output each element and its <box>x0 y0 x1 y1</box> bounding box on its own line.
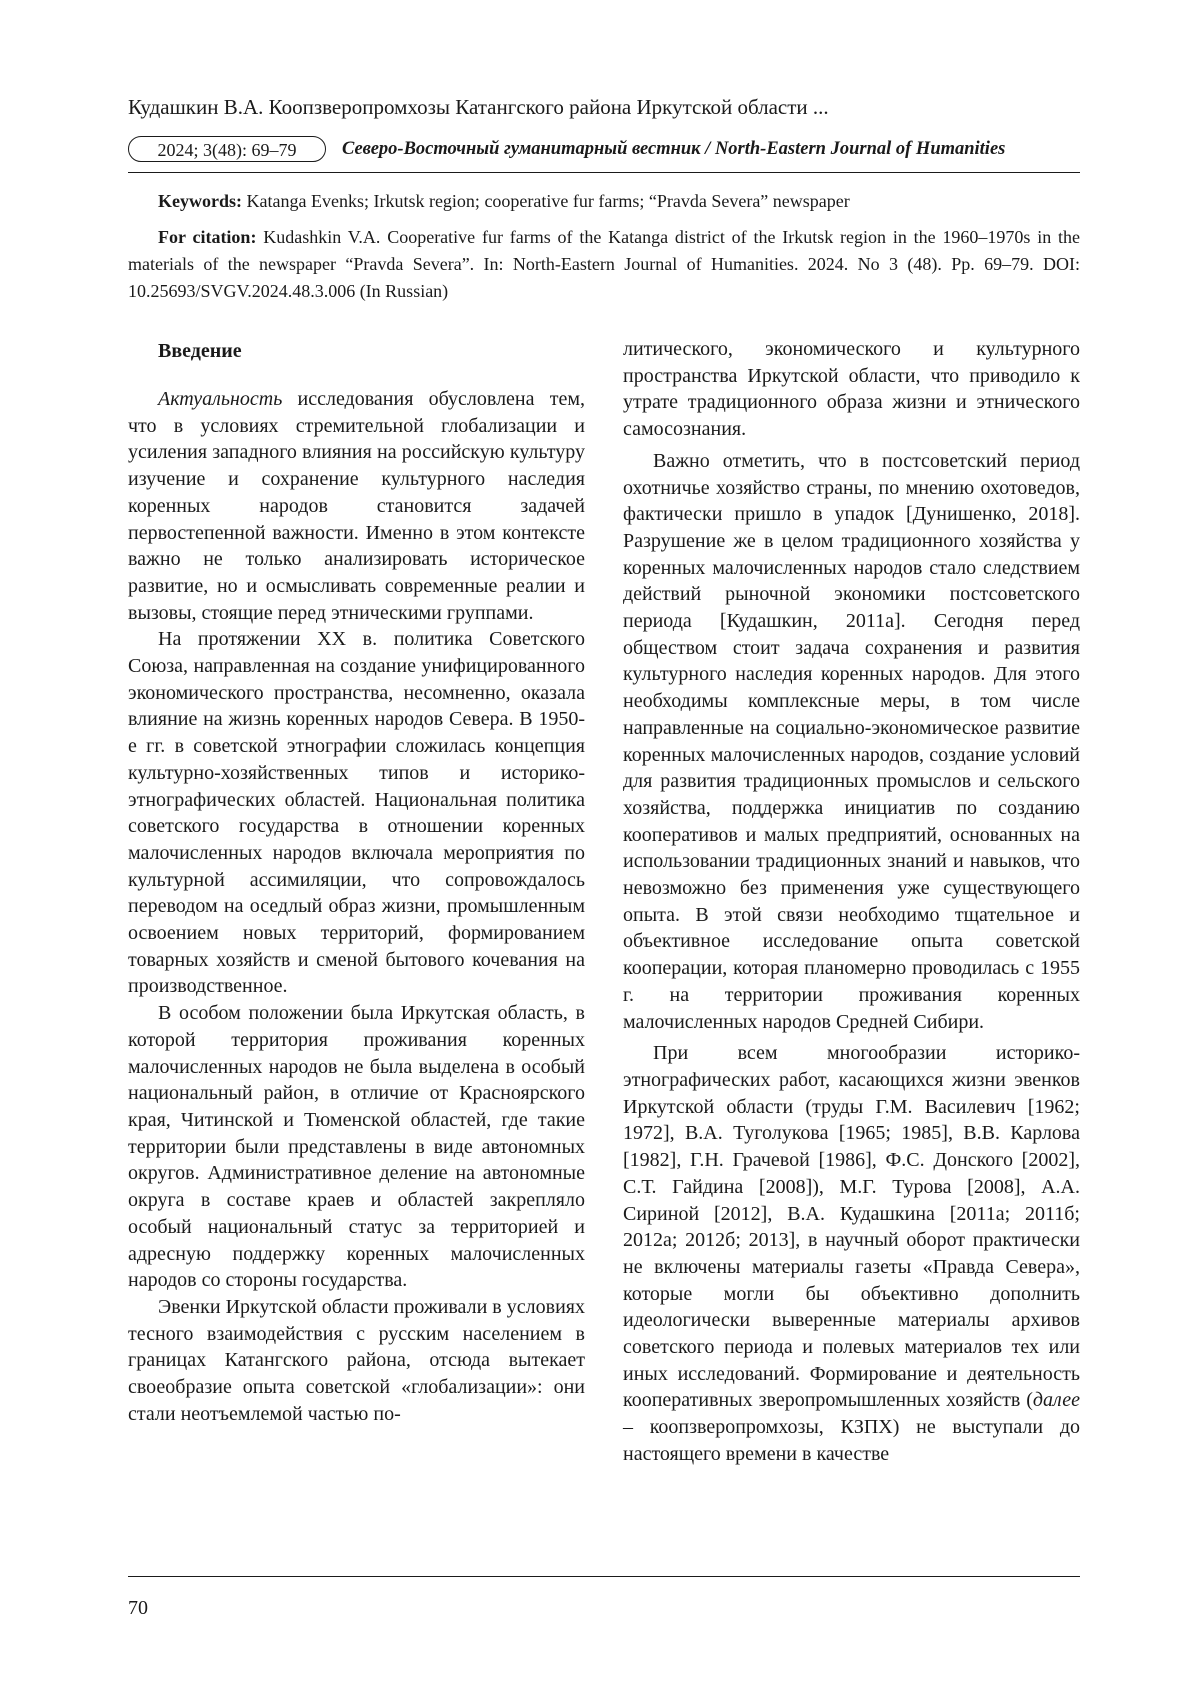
header-rule <box>128 172 1080 173</box>
section-title: Введение <box>158 340 242 362</box>
paragraph: Важно отметить, что в постсоветский период охотничье хозяйство страны, по мнению охотоведов, фактически пришло в упадок [Дунишенко, 2018]. Разрушение же в целом традиционного хозяйства у коренных малочисленных народов стало следствием действий рыночной экономики постсоветского периода [Кудашкин, 2011а]. Сегодня перед обществом стоит задача сохранения и развития культурного наследия коренных народов. Для этого необходимы комплексные меры, в том числе направленные на социально-экономическое развитие коренных малочисленных народов, создание условий для развития традиционных промыслов и сельского хозяйства, поддержка инициатив по созданию кооперативов и малых предприятий, основанных на использовании традиционных знаний и навыков, что невозможно без применения уже существующего опыта. В этой связи необходимо тщательное и объективное исследование опыта советской кооперации, которая планомерно проводилась с 1955 г. на территории проживания коренных малочисленных народов Средней Сибири. <box>623 449 1080 1033</box>
keywords-text: Katanga Evenks; Irkutsk region; cooperative fur farms; “Pravda Severa” newspaper <box>242 191 850 211</box>
journal-line <box>128 136 1080 166</box>
paragraph: литического, экономического и культурного пространства Иркутской области, что приводило к утрате традиционного образа жизни и этнического самосознания. <box>623 338 1080 441</box>
page-number: 70 <box>128 1597 148 1619</box>
left-column <box>128 336 585 1427</box>
paragraph: При всем многообразии историко-этнографических работ, касающихся жизни эвенков Иркутской области (труды Г.М. Василевич [1962; 1972], В.А. Туголукова [1965; 1985], В.В. Карлова [1982], Г.Н. Грачевой [1986], Ф.С. Донского [2002], С.Т. Гайдина [2008]), М.Г. Турова [2008], А.А. Сириной [2012], В.А. Кудашкина [2011а; 2011б; 2012а; 2012б; 2013], в научный оборот практически не включены материалы газеты «Правда Севера», которые могли бы объективно дополнить идеологически выверенные материалы архивов советского периода и полевых материалов тех или иных исследований. Формирование и деятельность кооперативных зверопромышленных хозяйств (далее – коопзверопромхозы, КЗПХ) не выступали до настоящего времени в качестве <box>623 1042 1080 1465</box>
footer-rule <box>128 1576 1080 1577</box>
keywords-label: Keywords: <box>158 191 242 211</box>
paragraph: На протяжении XX в. политика Советского Союза, направленная на создание унифицированного экономического пространства, несомненно, оказала влияние на жизнь коренных народов Севера. В 1950-е гг. в советской этнографии сложилась концепция культурно-хозяйственных типов и историко-этнографических областей. Национальная политика советского государства в отношении коренных малочисленных народов включала мероприятия по культурной ассимиляции, что сопровождалось переводом на оседлый образ жизни, промышленным освоением новых территорий, формированием товарных хозяйств и сменой бытового кочевания на производственное. <box>128 628 585 998</box>
citation-label: For citation: <box>158 227 257 247</box>
running-head: Кудашкин В.А. Коопзверопромхозы Катангского района Иркутской области ... <box>128 95 829 119</box>
emphasis: Актуальность <box>158 388 283 410</box>
paragraph: Эвенки Иркутской области проживали в условиях тесного взаимодействия с русским населением в границах Катангского района, отсюда вытекает своеобразие опыта советской «глобализации»: они стали неотъемлемой частью по- <box>128 1295 585 1425</box>
citation-text: Kudashkin V.A. Cooperative fur farms of the Katanga district of the Irkutsk region in the 1960–1970s in the materials of the newspaper “Pravda Severa”. In: North-Eastern Journal of Humanities. 2024. No 3 (48). Pp. 69–79. DOI: 10.25693/SVGV.2024.48.3.006 (In Russian) <box>128 227 1080 301</box>
right-column <box>623 336 1080 1468</box>
issue-badge: 2024; 3(48): 69–79 <box>128 136 326 162</box>
journal-title: Северо-Восточный гуманитарный вестник / North-Eastern Journal of Humanities <box>342 139 1006 159</box>
emphasis: далее <box>1032 1389 1080 1412</box>
citation <box>128 224 1080 305</box>
paragraph: Актуальность исследования обусловлена тем, что в условиях стремительной глобализации и усиления западного влияния на российскую культуру изучение и сохранение культурного наследия коренных народов становится задачей первостепенной важности. Именно в этом контексте важно не только анализировать историческое развитие, но и осмысливать современные реалии и вызовы, стоящие перед этническими группами. <box>128 388 585 624</box>
paragraph: В особом положении была Иркутская область, в которой территория проживания коренных малочисленных народов не была выделена в особый национальный район, в отличие от Красноярского края, Читинской и Тюменской областей, где такие территории были представлены в виде автономных округов. Административное деление на автономные округа в составе краев и областей закрепляло особый национальный статус за территорией и адресную поддержку коренных малочисленных народов со стороны государства. <box>128 1002 585 1292</box>
keywords <box>128 188 1080 215</box>
